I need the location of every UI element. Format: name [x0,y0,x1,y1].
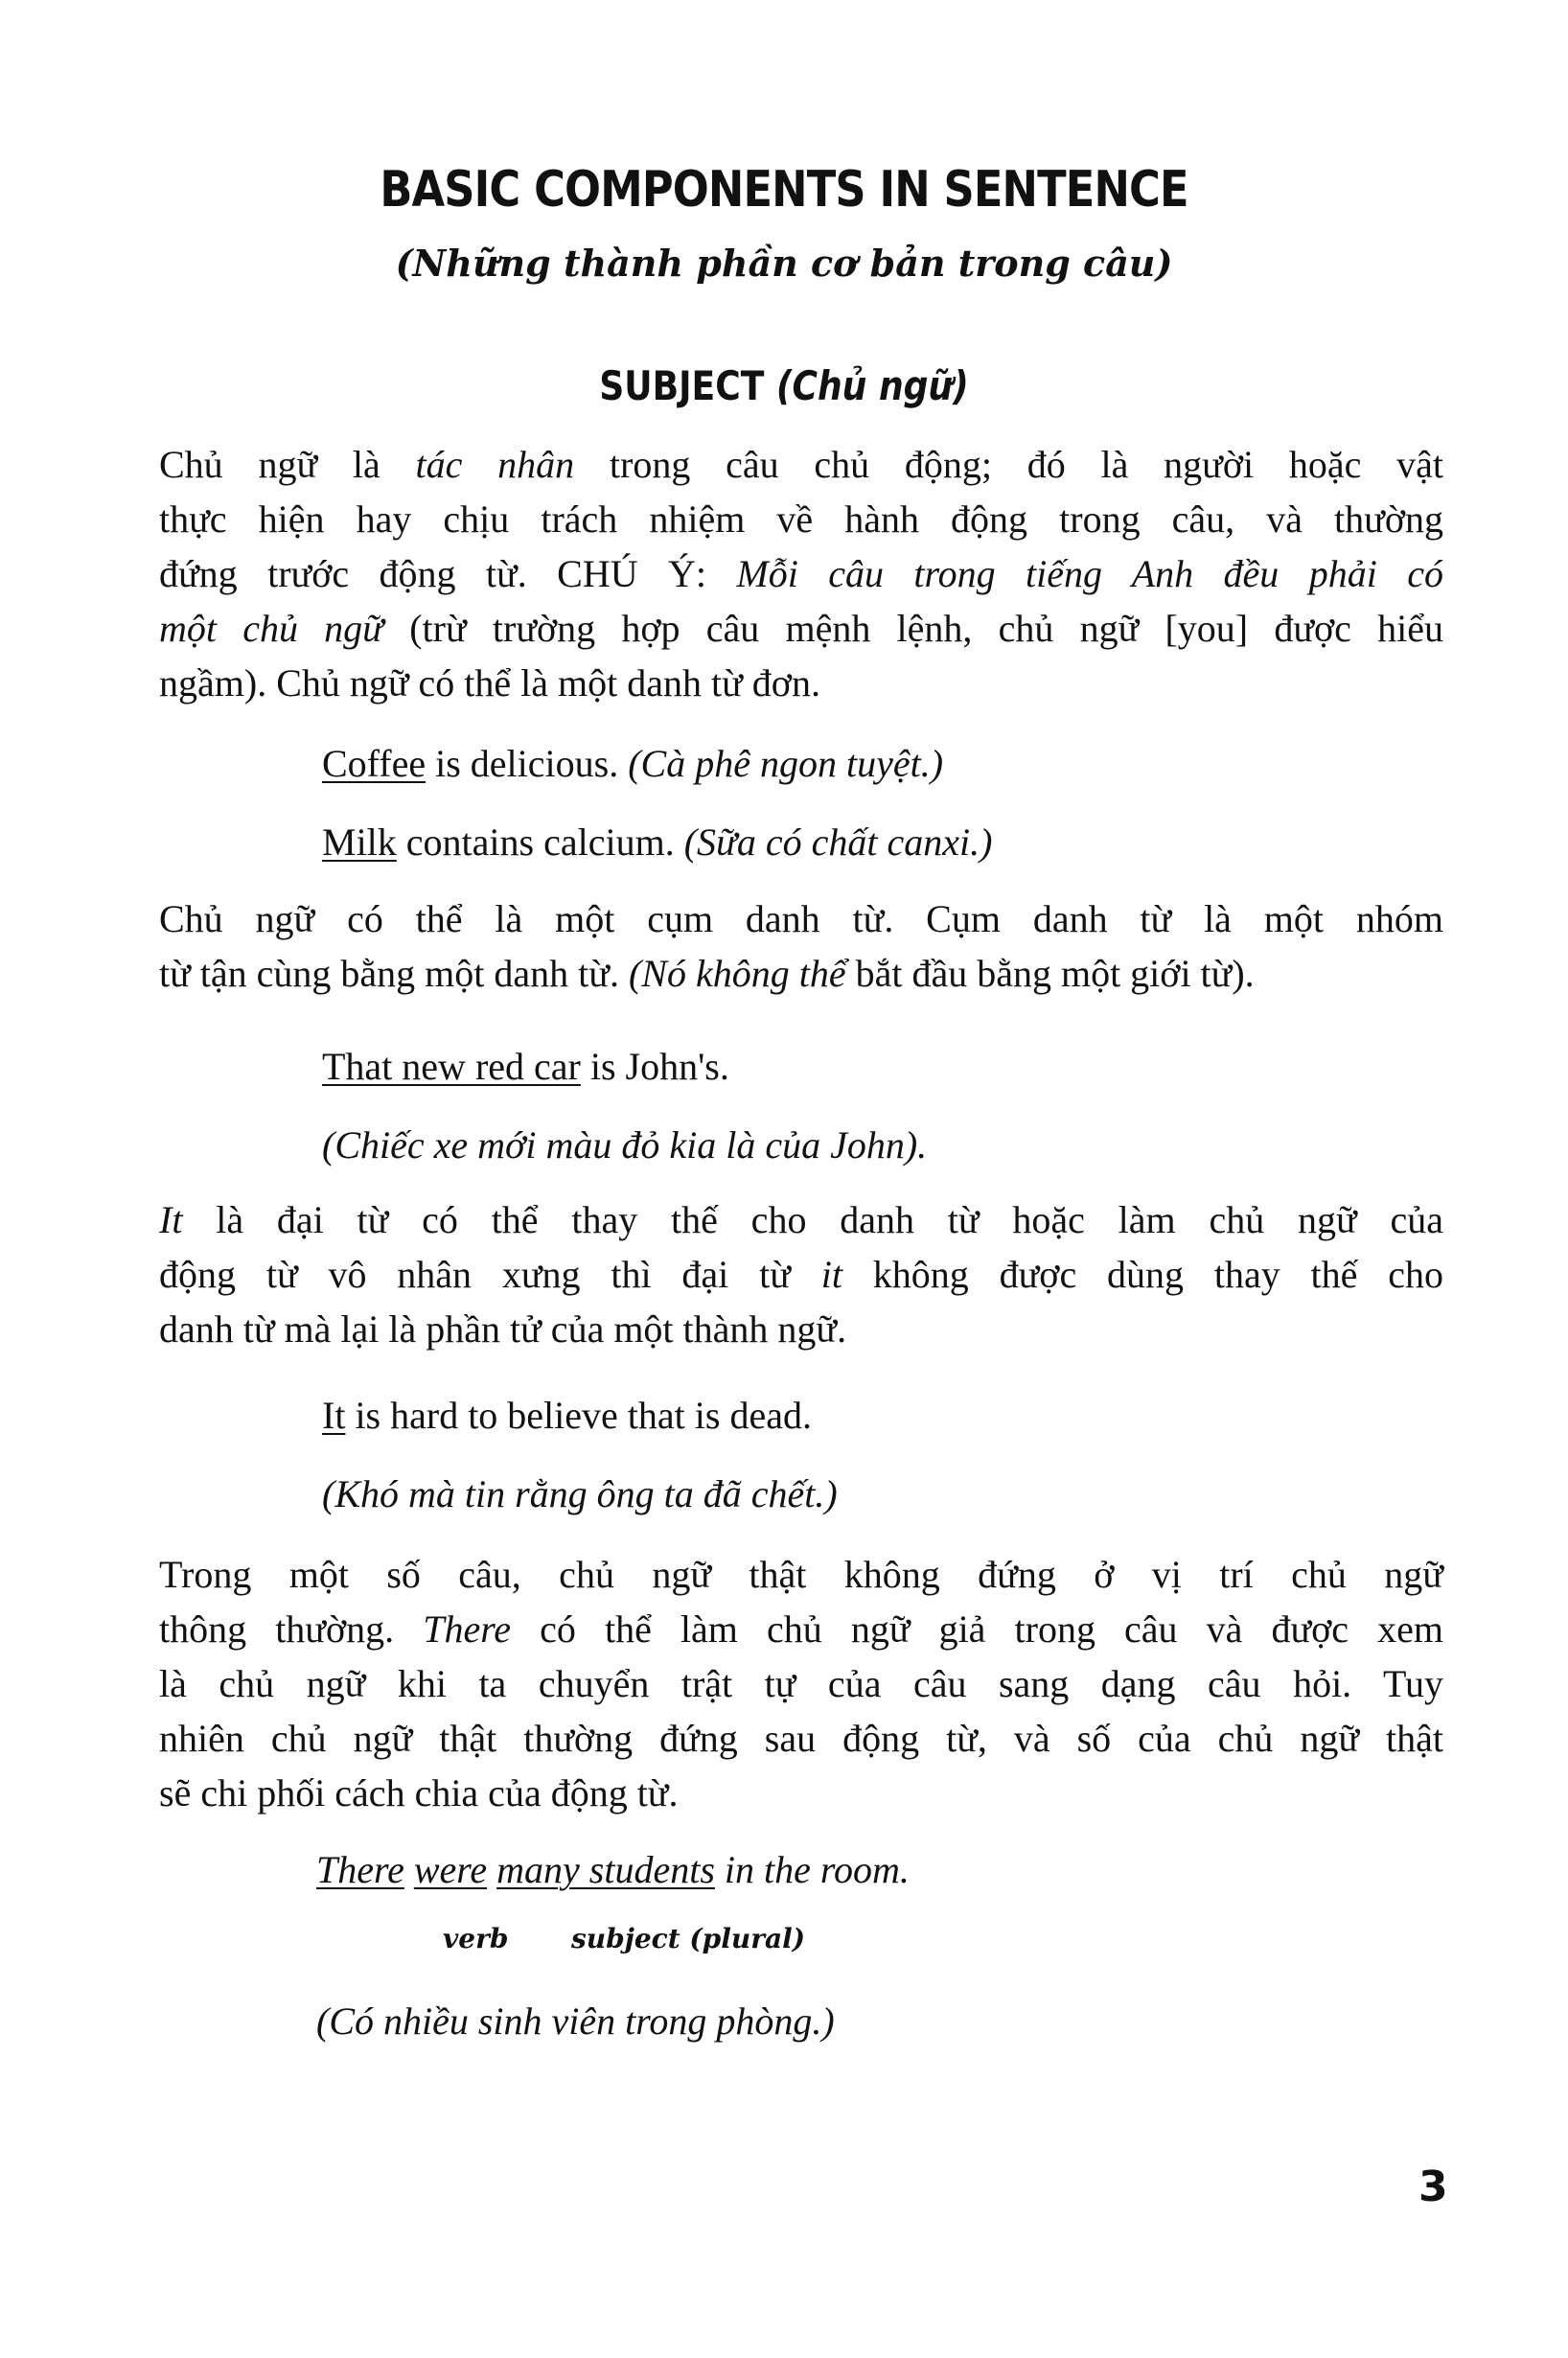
example-text: is John's. [580,1045,729,1088]
example-milk [322,815,992,869]
paragraph-4 [159,1547,1443,1820]
paragraph-line: danh từ mà lại là phần tử của một thành ngữ. [159,1307,847,1351]
page-number: 3 [1418,2162,1448,2211]
example-text: is hard to believe that is dead. [345,1394,812,1437]
text: là đại từ có thể thay thế cho danh từ hoặc làm chủ ngữ của [182,1198,1443,1241]
paragraph-line: sẽ chi phối cách chia của động từ. [159,1771,679,1815]
paragraph-2 [159,891,1443,1001]
example-translation: (Cà phê ngon tuyệt.) [628,742,944,785]
example-car-translation: (Chiếc xe mới màu đỏ kia là của John). [322,1123,928,1167]
example-subject: It [322,1394,346,1437]
text: Chủ ngữ là [159,443,416,486]
text: từ tận cùng bằng một danh từ. [159,952,629,995]
annotation-verb: verb [443,1923,509,1954]
example-car [322,1039,729,1094]
text: trong câu chủ động; đó là người hoặc vật [574,443,1443,486]
example-text: in the room. [714,1848,910,1891]
text: có thể làm chủ ngữ giả trong câu và được xem [511,1607,1443,1651]
example-subject: That new red car [322,1045,581,1088]
text-italic: (Nó không thể [628,952,846,995]
example-text: is delicious. [426,742,629,785]
text-italic: một chủ ngữ [159,607,384,650]
section-label-vi: (Chủ ngữ) [775,362,969,409]
example-there [316,1842,910,1897]
paragraph-line: ngầm). Chủ ngữ có thể là một danh từ đơn. [159,661,820,705]
example-word-subject: many students [496,1848,715,1891]
example-subject: Coffee [322,742,427,785]
paragraph-line [159,1247,1443,1302]
text: không được dùng thay thế cho [842,1253,1443,1296]
example-word-verb: were [413,1848,488,1891]
text-italic: It [159,1198,183,1241]
paragraph-line [159,946,1443,1001]
text-italic: tác nhân [415,443,575,486]
paragraph-3 [159,1192,1443,1356]
example-coffee [322,736,943,791]
text: thông thường. [159,1607,424,1651]
example-there-translation: (Có nhiều sinh viên trong phòng.) [316,2000,835,2043]
example-text: contains calcium. [396,821,684,864]
example-translation: (Sữa có chất canxi.) [683,821,993,864]
paragraph-line: Chủ ngữ có thể là một cụm danh từ. Cụm danh từ là một nhóm [159,897,1443,940]
annotation-subject: subject (plural) [571,1923,805,1954]
text: (trừ trường hợp câu mệnh lệnh, chủ ngữ [you] được hiểu [383,607,1444,650]
page-title: BASIC COMPONENTS IN SENTENCE [380,161,1188,219]
paragraph-1 [159,437,1443,710]
text: động từ vô nhân xưng thì đại từ [159,1253,821,1296]
paragraph-line: Trong một số câu, chủ ngữ thật không đứng ở vị trí chủ ngữ [159,1553,1443,1596]
page-subtitle: (Những thành phần cơ bản trong câu) [395,242,1173,285]
paragraph-line: nhiên chủ ngữ thật thường đứng sau động từ, và số của chủ ngữ thật [159,1717,1443,1760]
paragraph-line: thực hiện hay chịu trách nhiệm về hành động trong câu, và thường [159,497,1443,541]
text: đứng trước động từ. CHÚ Ý: [159,552,737,595]
paragraph-line [159,601,1443,656]
example-it [322,1388,812,1443]
paragraph-line [159,1602,1443,1656]
paragraph-line [159,1192,1443,1247]
text-italic: it [820,1253,842,1296]
text-italic: There [423,1607,512,1651]
example-word-there: There [316,1848,404,1891]
section-heading [110,362,1459,409]
section-label: SUBJECT [599,362,765,409]
example-subject: Milk [322,821,397,864]
paragraph-line [159,437,1443,492]
paragraph-line [159,546,1443,601]
example-it-translation: (Khó mà tin rằng ông ta đã chết.) [322,1472,838,1515]
paragraph-line: là chủ ngữ khi ta chuyển trật tự của câu sang dạng câu hỏi. Tuy [159,1662,1443,1705]
text-italic: Mỗi câu trong tiếng Anh đều phải có [736,552,1443,595]
text: bắt đầu bằng một giới từ). [845,952,1255,995]
